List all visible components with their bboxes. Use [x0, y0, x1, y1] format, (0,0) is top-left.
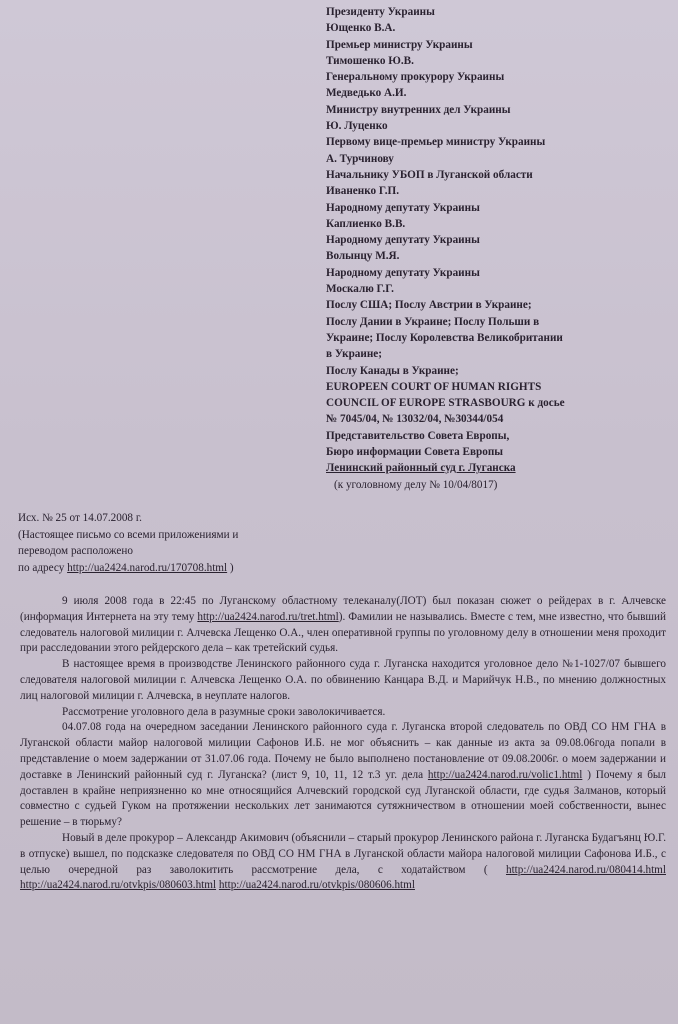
addressee-line: Украине; Послу Королевства Великобритании: [326, 331, 563, 344]
addressee-line: Министру внутренних дел Украины: [326, 103, 511, 116]
outgoing-note-close: ): [229, 561, 234, 574]
addressee-line: Народному депутату Украины: [326, 201, 480, 214]
case-number-note: (к уголовному делу № 10/04/8017): [334, 478, 498, 491]
body-paragraph: [20, 831, 666, 894]
addressee-line: Первому вице-премьер министру Украины: [326, 136, 546, 149]
paragraph-text: 04.07.08 года на очередном заседании Ленинского районного суда г. Луганска второй следователь по ОВД СО НМ ГНА в Луганской области майор налоговой милиции Сафонов И.Б. не мог объяснить – как данные из акта за 09.08.06года попали в представление о моем задержании от 31.07.06 года. Почему не было выполнено постановление от 09.08.2006г. о моем задержании и доставке в Ленинский районный суд г. Луганска? (лист 9, 10, 11, 12 т.3 уг. дела: [20, 721, 666, 781]
addressee-line: Народному депутату Украины: [326, 266, 480, 279]
addressee-line: Волынцу М.Я.: [326, 250, 400, 263]
addressee-line: Ю. Луценко: [326, 120, 388, 133]
outgoing-note-line: переводом расположено: [18, 545, 133, 557]
addressee-line: EUROPEEN COURT OF HUMAN RIGHTS: [326, 380, 542, 393]
addressee-line: Послу США; Послу Австрии в Украине;: [326, 299, 532, 312]
addressee-line: Ющенко В.А.: [326, 22, 396, 35]
addressee-line: Послу Канады в Украине;: [326, 364, 459, 377]
addressee-line: Послу Дании в Украине; Послу Польши в: [326, 315, 540, 328]
outgoing-reference-block: [18, 510, 318, 576]
addressee-line: Представительство Совета Европы,: [326, 429, 510, 442]
080606-link[interactable]: http://ua2424.narod.ru/otvkpis/080606.html: [218, 879, 415, 892]
paragraph-text: ) Почему я был доставлен в крайне неприязненно ко мне относящийся Алчевский городской суд Луганской области, где судья Залманов, который совместно с судьей Гуком на протяжении нескольких лет занимаются сутяжничеством в отношении моей собственности, вынес решение – в тюрьму?: [20, 768, 667, 829]
addressee-line: А. Турчинову: [326, 152, 394, 165]
paragraph-text: ). Фамилии не назывались. Вместе с тем, мне известно, что бывший следователь налоговой милиции г. Алчевска Лещенко О.А., член оперативной группы по уголовному делу в отношении меня проходит при расследовании этого рейдерского дела – как третейский судья.: [20, 610, 667, 655]
addressee-line: Бюро информации Совета Европы: [326, 446, 504, 459]
body-paragraph: Рассмотрение уголовного дела в разумные сроки заволокичивается.: [62, 705, 386, 718]
letter-body: [20, 594, 666, 894]
addressee-line: Медведько А.И.: [326, 87, 407, 100]
volic1-link[interactable]: http://ua2424.narod.ru/volic1.html: [427, 768, 583, 781]
outgoing-number: Исх. № 25 от 14.07.2008 г.: [18, 512, 142, 524]
addressee-line: Тимошенко Ю.В.: [326, 54, 414, 67]
outgoing-note-line: [18, 560, 318, 577]
outgoing-note-line: (Настоящее письмо со всеми приложениями и: [18, 528, 239, 541]
addressee-line: в Украине;: [326, 348, 382, 361]
080603-link[interactable]: http://ua2424.narod.ru/otvkpis/080603.html: [20, 879, 217, 892]
addressee-block: [326, 4, 626, 493]
addressee-line: Начальнику УБОП в Луганской области: [326, 168, 533, 181]
body-paragraph: В настоящее время в производстве Ленинского районного суда г. Луганска находится уголовное дело №1-1027/07 бывшего следователя налоговой милиции г. Алчевска Лещенко О.А. по обвинению Канцара В.Д. и Марийчук Н.В., по мнению должностных лиц налоговой милиции г. Алчевска, в неуплате налогов.: [20, 658, 666, 702]
paragraph-text: 9 июля 2008 года в 22:45 по Луганскому областному телеканалу(ЛОТ) был показан сюжет о рейдерах в г. Алчевске (информация Интернета на эту тему: [20, 595, 666, 623]
addressee-line: Народному депутату Украины: [326, 234, 480, 247]
addressee-line: Премьер министру Украины: [326, 38, 473, 51]
letter-url-link[interactable]: http://ua2424.narod.ru/170708.html: [67, 561, 228, 574]
addressee-line: Генеральному прокурору Украины: [326, 71, 505, 84]
court-addressee-line: Ленинский районный суд г. Луганска: [326, 462, 516, 475]
addressee-line: Иваненко Г.П.: [326, 185, 400, 198]
addressee-line: Каплиенко В.В.: [326, 217, 406, 230]
outgoing-address-label: по адресу: [18, 561, 65, 574]
tret-link[interactable]: http://ua2424.narod.ru/tret.html: [197, 610, 339, 623]
body-paragraph: [20, 594, 666, 657]
addressee-line: № 7045/04, № 13032/04, №30344/054: [326, 413, 504, 426]
body-paragraph: [20, 720, 666, 831]
080414-link[interactable]: http://ua2424.narod.ru/080414.html: [505, 863, 666, 876]
addressee-line: Москалю Г.Г.: [326, 283, 394, 296]
paragraph-text: Новый в деле прокурор – Александр Акимович (объяснили – старый прокурор Ленинского района г. Луганска Будагъянц Ю.Г. в отпуске) вышел, по подсказке следователя по ОВД СО НМ ГНА в Луганской области майора налоговой милиции Сафонова И.Б., с целью очередной раз заволокитить рассмотрение дела, с ходатайством (: [20, 831, 666, 876]
addressee-line: COUNCIL OF EUROPE STRASBOURG к досье: [326, 397, 565, 410]
addressee-line: Президенту Украины: [326, 6, 435, 18]
